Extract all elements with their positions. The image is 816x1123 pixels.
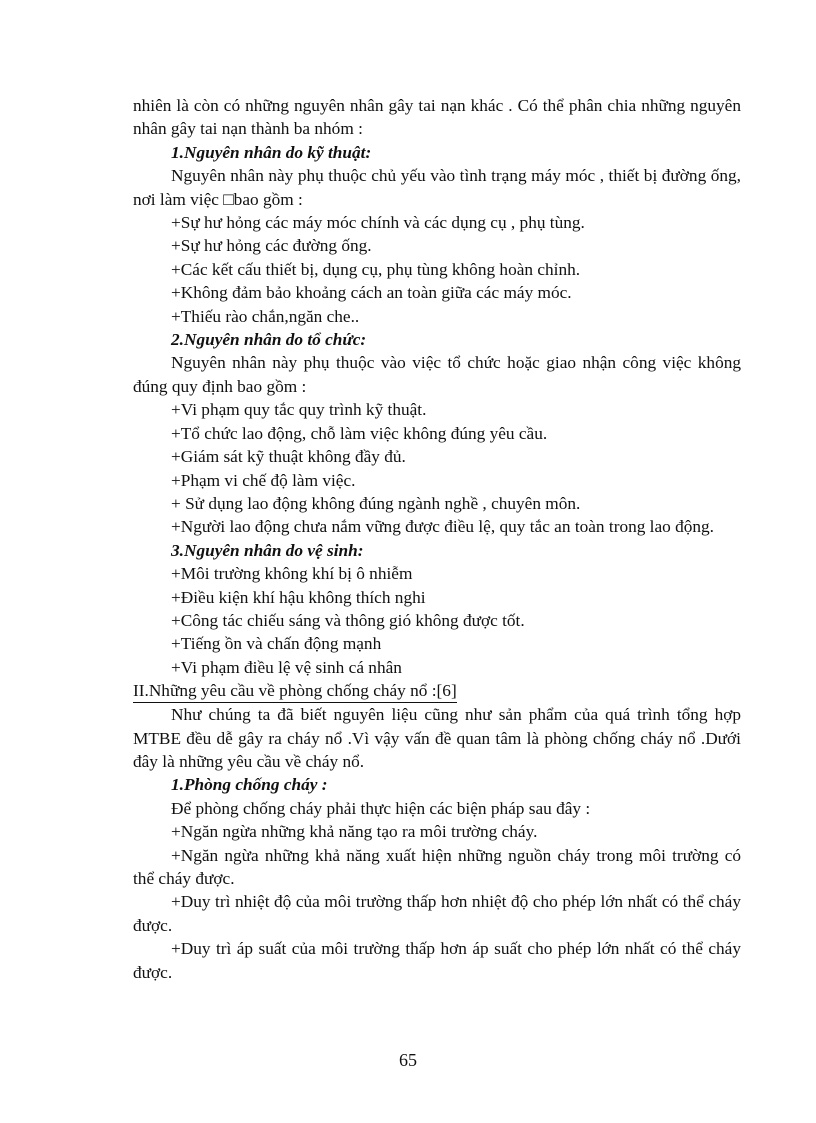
fire-prevention-paragraph: Để phòng chống cháy phải thực hiện các biện pháp sau đây : <box>171 798 591 818</box>
organizational-causes-paragraph: Nguyên nhân này phụ thuộc vào việc tổ chức hoặc giao nhận công việc không đúng quy định bao gồm : <box>133 353 741 396</box>
list-item: +Ngăn ngừa những khả năng xuất hiện những nguồn cháy trong môi trường có thể cháy được. <box>133 845 741 888</box>
section-title-fire-prevention: II.Những yêu cầu về phòng chống cháy nổ :[6] <box>133 681 457 703</box>
heading-hygiene-causes: 3.Nguyên nhân do vệ sinh: <box>171 540 364 560</box>
list-item: +Giám sát kỹ thuật không đầy đủ. <box>171 447 406 467</box>
list-item: +Phạm vi chế độ làm việc. <box>171 470 356 490</box>
heading-fire-prevention: 1.Phòng chống cháy : <box>171 775 328 795</box>
intro-paragraph: nhiên là còn có những nguyên nhân gây tai nạn khác . Có thể phân chia những nguyên nhân gây tai nạn thành ba nhóm : <box>133 96 741 139</box>
list-item: +Điều kiện khí hậu không thích nghi <box>171 587 426 607</box>
section-intro-paragraph: Như chúng ta đã biết nguyên liệu cũng như sản phẩm của quá trình tổng hợp MTBE đều dễ gây ra cháy nổ .Vì vậy vấn đề quan tâm là phòng chống cháy nổ .Dưới đây là những yêu cầu về cháy nổ. <box>133 705 741 771</box>
list-item: + Sử dụng lao động không đúng ngành nghề , chuyên môn. <box>171 493 581 513</box>
list-item: +Môi trường không khí bị ô nhiễm <box>171 564 413 584</box>
list-item: +Sự hư hỏng các máy móc chính và các dụng cụ , phụ tùng. <box>171 213 585 233</box>
list-item: +Tiếng ồn và chấn động mạnh <box>171 634 382 654</box>
list-item: +Duy trì áp suất của môi trường thấp hơn áp suất cho phép lớn nhất có thể cháy được. <box>133 939 741 982</box>
list-item: +Công tác chiếu sáng và thông gió không được tốt. <box>171 610 525 630</box>
page-number: 65 <box>399 1050 417 1070</box>
list-item: +Ngăn ngừa những khả năng tạo ra môi trường cháy. <box>171 822 538 842</box>
list-item: +Thiếu rào chắn,ngăn che.. <box>171 306 360 326</box>
section-title-row <box>133 679 741 703</box>
technical-causes-paragraph: Nguyên nhân này phụ thuộc chủ yếu vào tình trạng máy móc , thiết bị đường ống, nơi làm việc □bao gồm : <box>133 166 741 209</box>
list-item: +Tổ chức lao động, chỗ làm việc không đúng yêu cầu. <box>171 423 548 443</box>
list-item: +Vi phạm điều lệ vệ sinh cá nhân <box>171 657 402 677</box>
list-item: +Duy trì nhiệt độ của môi trường thấp hơn nhiệt độ cho phép lớn nhất có thể cháy được. <box>133 892 741 935</box>
list-item: +Người lao động chưa nắm vững được điều lệ, quy tắc an toàn trong lao động. <box>171 517 715 537</box>
page-body <box>133 94 741 984</box>
list-item: +Sự hư hỏng các đường ống. <box>171 236 372 256</box>
list-item: +Không đảm bảo khoảng cách an toàn giữa các máy móc. <box>171 283 572 303</box>
heading-technical-causes: 1.Nguyên nhân do kỹ thuật: <box>171 142 372 162</box>
heading-organizational-causes: 2.Nguyên nhân do tổ chức: <box>171 330 367 350</box>
list-item: +Các kết cấu thiết bị, dụng cụ, phụ tùng không hoàn chỉnh. <box>171 259 581 279</box>
list-item: +Vi phạm quy tắc quy trình kỹ thuật. <box>171 400 427 420</box>
